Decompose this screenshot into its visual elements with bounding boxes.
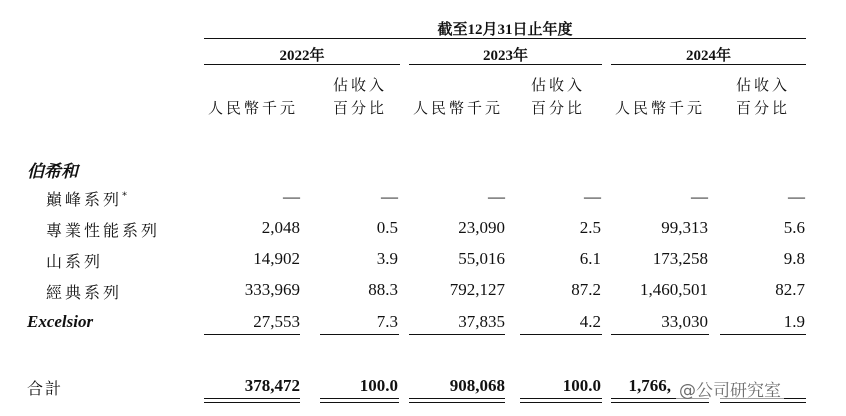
row-label-classic: 經典系列 (46, 283, 123, 302)
total-double-rule-c3 (520, 398, 602, 403)
cell-r1-c3: 2.5 (579, 218, 601, 237)
year-rule-2024 (611, 64, 806, 65)
col-pct1-2023: 佔收入 (531, 76, 586, 94)
col-pct2-2023: 百分比 (531, 99, 586, 117)
cell-r0-c4: — (691, 187, 708, 206)
cell-r3-c5: 82.7 (775, 280, 805, 299)
cell-ex-c2: 37,835 (458, 312, 505, 331)
cell-ex-c4: 33,030 (661, 312, 708, 331)
row-label-mountain: 山系列 (46, 252, 104, 271)
total-c3: 100.0 (562, 376, 601, 395)
cell-r3-c4: 1,460,501 (640, 280, 708, 299)
cell-r1-c0: 2,048 (261, 218, 300, 237)
cell-ex-c0: 27,553 (253, 312, 300, 331)
col-pct1-2022: 佔收入 (333, 76, 388, 94)
cell-ex-c1: 7.3 (376, 312, 398, 331)
cell-r2-c3: 6.1 (579, 249, 601, 268)
subtotal-rule-c5 (720, 334, 806, 335)
total-c1: 100.0 (359, 376, 398, 395)
total-label: 合計 (27, 379, 64, 398)
cell-r2-c5: 9.8 (783, 249, 805, 268)
col-amount-2022: 人民幣千元 (208, 99, 299, 117)
cell-r1-c4: 99,313 (661, 218, 708, 237)
col-pct1-2024: 佔收入 (736, 76, 791, 94)
period-title: 截至12月31日止年度 (437, 22, 573, 38)
total-c4: 1,766, (628, 376, 671, 395)
year-2024: 2024年 (685, 48, 731, 64)
year-2022: 2022年 (279, 48, 325, 64)
subtotal-rule-c3 (520, 334, 602, 335)
cell-r1-c1: 0.5 (376, 218, 398, 237)
cell-r2-c4: 173,258 (652, 249, 708, 268)
col-amount-2023: 人民幣千元 (413, 99, 504, 117)
cell-r0-c2: — (488, 187, 505, 206)
subtotal-rule-c4 (611, 334, 709, 335)
year-2023: 2023年 (482, 48, 528, 64)
cell-r2-c2: 55,016 (458, 249, 505, 268)
total-c0: 378,472 (244, 376, 300, 395)
total-double-rule-c2 (409, 398, 505, 403)
subtotal-rule-c0 (204, 334, 300, 335)
row-label-pro: 專業性能系列 (46, 221, 161, 240)
cell-r3-c2: 792,127 (449, 280, 505, 299)
year-rule-2023 (409, 64, 602, 65)
cell-r3-c0: 333,969 (244, 280, 300, 299)
cell-ex-c3: 4.2 (579, 312, 601, 331)
year-rule-2022 (204, 64, 400, 65)
subtotal-rule-c1 (320, 334, 399, 335)
col-pct2-2022: 百分比 (333, 99, 388, 117)
section-excelsior: Excelsior (27, 312, 94, 331)
cell-r3-c3: 87.2 (571, 280, 601, 299)
subtotal-rule-c2 (409, 334, 505, 335)
col-pct2-2024: 百分比 (736, 99, 791, 117)
total-double-rule-c1 (320, 398, 399, 403)
cell-r1-c2: 23,090 (458, 218, 505, 237)
row-note-peak: * (122, 190, 131, 202)
header-rule (204, 38, 806, 39)
section-brand: 伯希和 (27, 162, 78, 182)
cell-r3-c1: 88.3 (368, 280, 398, 299)
total-double-rule-c0 (204, 398, 300, 403)
cell-r2-c0: 14,902 (253, 249, 300, 268)
col-amount-2024: 人民幣千元 (615, 99, 706, 117)
cell-r0-c1: — (381, 187, 398, 206)
watermark: @公司研究室 (676, 375, 784, 402)
cell-ex-c5: 1.9 (783, 312, 805, 331)
cell-r1-c5: 5.6 (783, 218, 805, 237)
cell-r0-c3: — (584, 187, 601, 206)
cell-r0-c0: — (283, 187, 300, 206)
row-label-peak: 巔峰系列* (46, 190, 131, 209)
cell-r0-c5: — (788, 187, 805, 206)
cell-r2-c1: 3.9 (376, 249, 398, 268)
total-c2: 908,068 (449, 376, 505, 395)
